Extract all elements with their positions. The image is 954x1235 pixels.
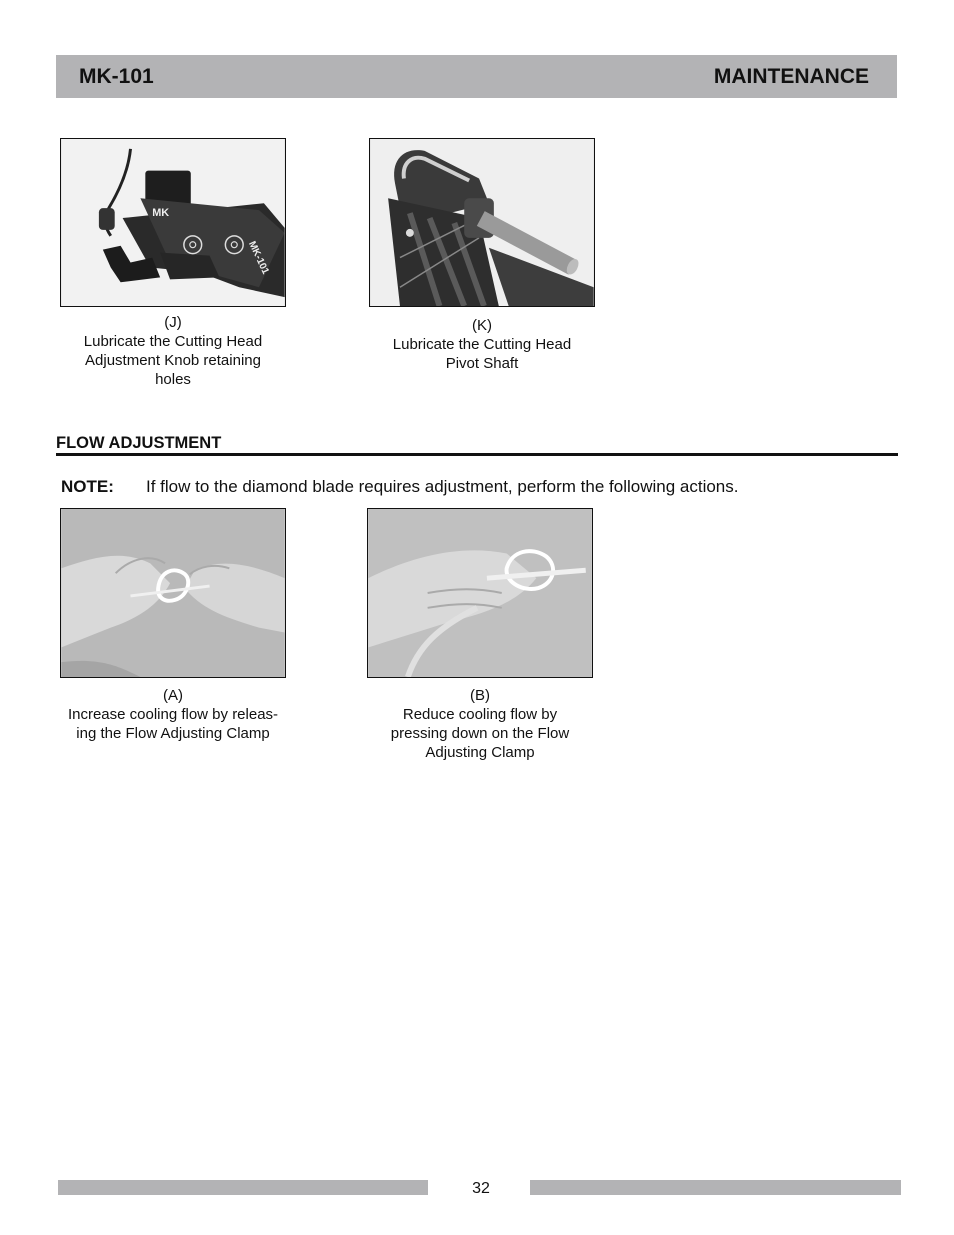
caption-b-line-1: Reduce cooling flow by (402, 706, 558, 723)
caption-k-letter: (K) (472, 317, 492, 334)
photo-brand-logo: MK (152, 207, 170, 220)
flow-adjustment-heading: FLOW ADJUSTMENT (56, 434, 222, 452)
caption-b (367, 686, 593, 762)
caption-k-line-2: Pivot Shaft (445, 355, 519, 372)
photo-releasing-clamp (60, 508, 286, 678)
caption-a-line-2: ing the Flow Adjusting Clamp (76, 725, 270, 742)
caption-j-line-2: Adjustment Knob retaining (85, 352, 261, 369)
photo-pivot-shaft (369, 138, 595, 307)
section-divider (56, 453, 898, 456)
cutting-head-illustration (61, 139, 285, 306)
header-bar (56, 55, 897, 98)
caption-a-line-1: Increase cooling flow by releas- (67, 706, 279, 723)
photo-model-label: MK-101 (245, 239, 271, 277)
footer-bar-right (530, 1180, 901, 1195)
note-label: NOTE: (61, 477, 114, 496)
footer-bar-left (58, 1180, 428, 1195)
photo-cutting-head-knob (60, 138, 286, 307)
caption-j-line-1: Lubricate the Cutting Head (83, 333, 263, 350)
note-text: If flow to the diamond blade requires adjustment, perform the following actions. (146, 477, 739, 496)
caption-k (369, 316, 595, 373)
caption-b-line-3: Adjusting Clamp (425, 744, 535, 761)
caption-j (60, 313, 286, 389)
hand-pressing-clamp-illustration (368, 509, 592, 677)
caption-a-letter: (A) (163, 687, 183, 704)
pivot-shaft-illustration (370, 139, 594, 306)
page-number: 32 (472, 1180, 490, 1197)
caption-j-line-3: holes (155, 371, 191, 388)
section-title-maintenance: MAINTENANCE (713, 65, 869, 88)
caption-b-line-2: pressing down on the Flow (390, 725, 570, 742)
photo-pressing-clamp (367, 508, 593, 678)
hands-releasing-clamp-illustration (61, 509, 285, 677)
caption-k-line-1: Lubricate the Cutting Head (392, 336, 572, 353)
caption-a (52, 686, 294, 743)
caption-b-letter: (B) (470, 687, 490, 704)
model-title: MK-101 (79, 65, 154, 88)
caption-j-letter: (J) (164, 314, 182, 331)
